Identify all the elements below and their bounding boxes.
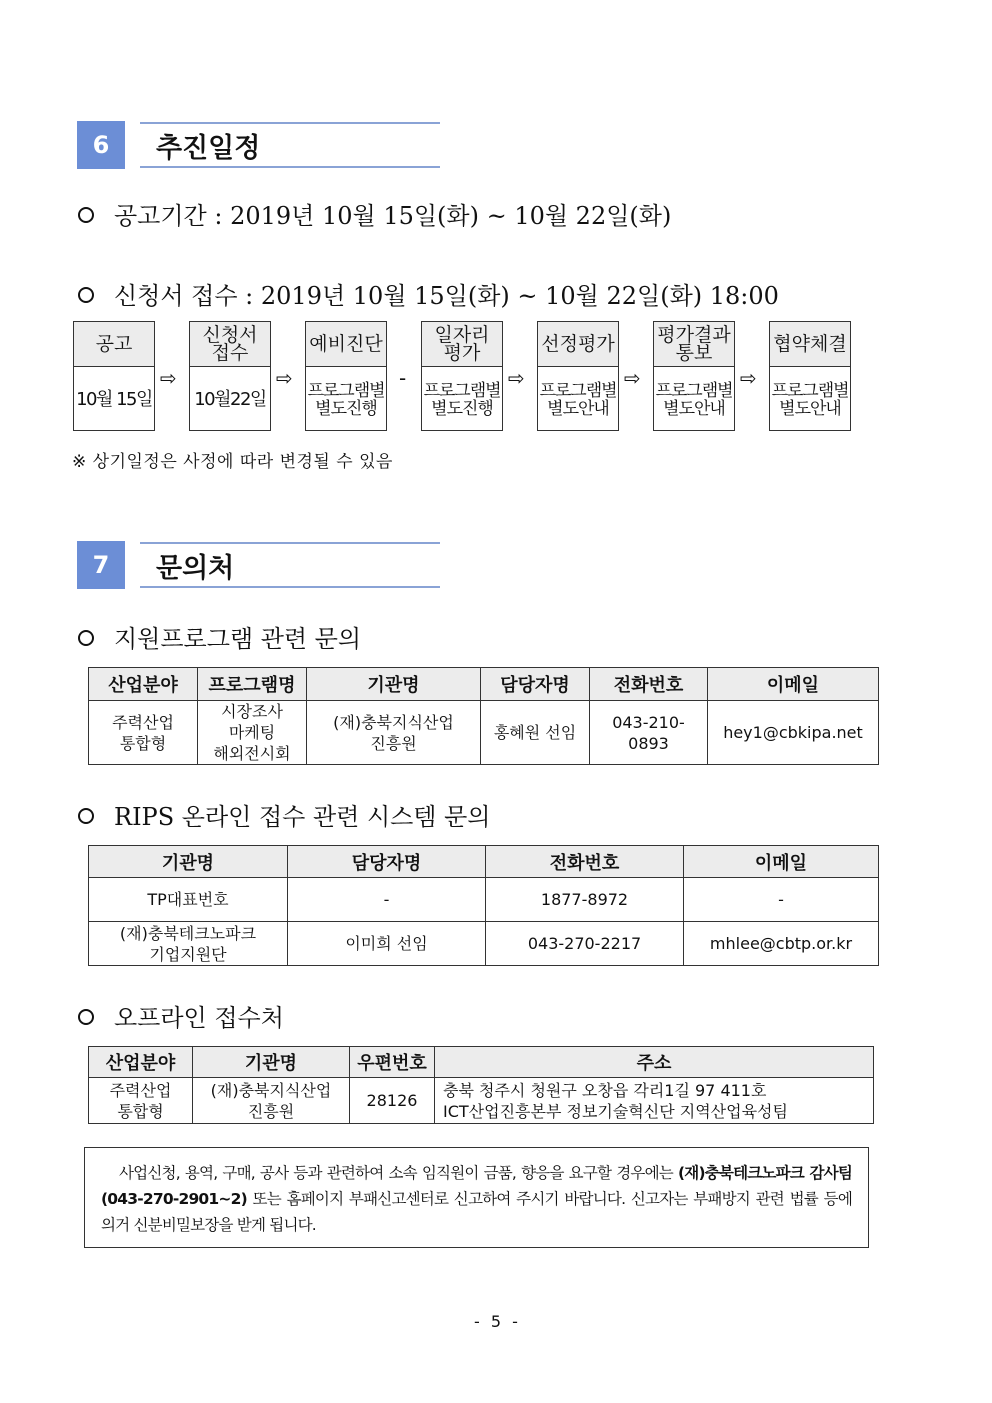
table-header-cell: 기관명 [89, 846, 288, 878]
rips-inquiry-heading [78, 797, 491, 832]
right-arrow-icon: ⇨ [508, 366, 525, 390]
timeline-step [421, 321, 503, 431]
notice-text-part1: 사업신청, 용역, 구매, 공사 등과 관련하여 소속 임직원이 금품, 향응을 요구할 경우에는 (재)충북테크노파크 감사팀(043-270-2901~2) [101, 1164, 852, 1208]
application-period-line [78, 276, 779, 311]
timeline-step-title: 선정평가 [538, 322, 618, 367]
timeline-step [189, 321, 271, 431]
rips-inquiry-heading-text: RIPS 온라인 접수 관련 시스템 문의 [114, 803, 491, 831]
section-number-7: 7 [77, 541, 125, 589]
timeline-step-title: 일자리 평가 [422, 322, 502, 367]
program-inquiry-heading-text: 지원프로그램 관련 문의 [114, 625, 362, 653]
bullet-circle-icon [78, 808, 94, 824]
schedule-note: ※ 상기일정은 사정에 따라 변경될 수 있음 [72, 452, 393, 472]
timeline-step-detail: 10월22일 [194, 388, 266, 410]
table-cell: mhlee@cbtp.or.kr [684, 922, 879, 966]
table-cell: (재)충북지식산업 진흥원 [307, 701, 481, 765]
page-number: - 5 - [474, 1312, 521, 1331]
announce-period-text: 공고기간 : 2019년 10월 15일(화) ~ 10월 22일(화) [114, 202, 672, 230]
table-header-cell: 담당자명 [481, 668, 590, 701]
timeline-step-detail: 10월 15일 [76, 388, 152, 410]
timeline-step-detail: 프로그램별 별도진행 [423, 380, 501, 419]
table-cell: 043-270-2217 [486, 922, 684, 966]
timeline-step-detail: 프로그램별 별도안내 [655, 380, 733, 419]
section-number-6: 6 [77, 121, 125, 169]
bullet-circle-icon [78, 1009, 94, 1025]
table-cell: 주력산업 통합형 [89, 701, 198, 765]
notice-text-part2: 또는 홈페이지 부패신고센터로 신고하여 주시기 바랍니다. 신고자는 부패방지 관련 법률 등에 의거 신분비밀보장을 받게 됩니다. [101, 1190, 852, 1234]
bullet-circle-icon [78, 287, 94, 303]
table-header-cell: 전화번호 [486, 846, 684, 878]
timeline-step [305, 321, 387, 431]
table-cell: 주력산업 통합형 [89, 1078, 193, 1124]
table-header-cell: 기관명 [307, 668, 481, 701]
timeline-dash: - [399, 366, 407, 390]
table-cell: (재)충북지식산업 진흥원 [193, 1078, 350, 1124]
timeline-step-detail: 프로그램별 별도안내 [771, 380, 849, 419]
section-title-schedule: 추진일정 [140, 122, 440, 168]
table-cell: - [684, 878, 879, 922]
table-header-cell: 산업분야 [89, 668, 198, 701]
timeline-step-detail: 프로그램별 별도안내 [539, 380, 617, 419]
offline-table [88, 1046, 874, 1124]
application-period-text: 신청서 접수 : 2019년 10월 15일(화) ~ 10월 22일(화) 18:00 [114, 282, 779, 310]
timeline-step-title: 협약체결 [770, 322, 850, 367]
right-arrow-icon: ⇨ [740, 366, 757, 390]
table-cell: 1877-8972 [486, 878, 684, 922]
program-inquiry-heading [78, 619, 361, 654]
table-cell: 홍혜원 선임 [481, 701, 590, 765]
table-header-cell: 우편번호 [350, 1047, 435, 1078]
timeline-step-title: 평가결과 통보 [654, 322, 734, 367]
right-arrow-icon: ⇨ [160, 366, 177, 390]
anti-corruption-notice [84, 1147, 869, 1248]
bullet-circle-icon [78, 630, 94, 646]
table-cell: 043-210-0893 [590, 701, 708, 765]
table-cell: TP대표번호 [89, 878, 288, 922]
table-header-cell: 담당자명 [288, 846, 486, 878]
right-arrow-icon: ⇨ [624, 366, 641, 390]
table-header-cell: 전화번호 [590, 668, 708, 701]
table-header-cell: 주소 [435, 1047, 874, 1078]
offline-heading-text: 오프라인 접수처 [114, 1004, 284, 1032]
table-header-cell: 프로그램명 [198, 668, 307, 701]
table-cell: 이미희 선임 [288, 922, 486, 966]
timeline-step [537, 321, 619, 431]
table-cell: hey1@cbkipa.net [708, 701, 879, 765]
timeline-step-detail: 프로그램별 별도진행 [307, 380, 385, 419]
timeline-step-title: 신청서 접수 [190, 322, 270, 367]
timeline-step [653, 321, 735, 431]
table-header-cell: 이메일 [684, 846, 879, 878]
timeline-step [73, 321, 155, 431]
section-title-contacts: 문의처 [140, 542, 440, 588]
timeline-step [769, 321, 851, 431]
rips-inquiry-table [88, 845, 879, 966]
table-cell: - [288, 878, 486, 922]
announce-period-line [78, 196, 671, 231]
table-header-cell: 이메일 [708, 668, 879, 701]
table-cell: 충북 청주시 청원구 오창읍 각리1길 97 411호 ICT산업진흥본부 정보기술혁신단 지역산업육성팀 [435, 1078, 874, 1124]
table-header-cell: 기관명 [193, 1047, 350, 1078]
table-cell: 시장조사 마케팅 해외전시회 [198, 701, 307, 765]
offline-heading [78, 998, 284, 1033]
timeline-step-title: 예비진단 [306, 322, 386, 367]
table-cell: 28126 [350, 1078, 435, 1124]
table-header-cell: 산업분야 [89, 1047, 193, 1078]
timeline-step-title: 공고 [74, 322, 154, 367]
bullet-circle-icon [78, 207, 94, 223]
right-arrow-icon: ⇨ [276, 366, 293, 390]
program-inquiry-table [88, 667, 879, 765]
table-cell: (재)충북테크노파크 기업지원단 [89, 922, 288, 966]
